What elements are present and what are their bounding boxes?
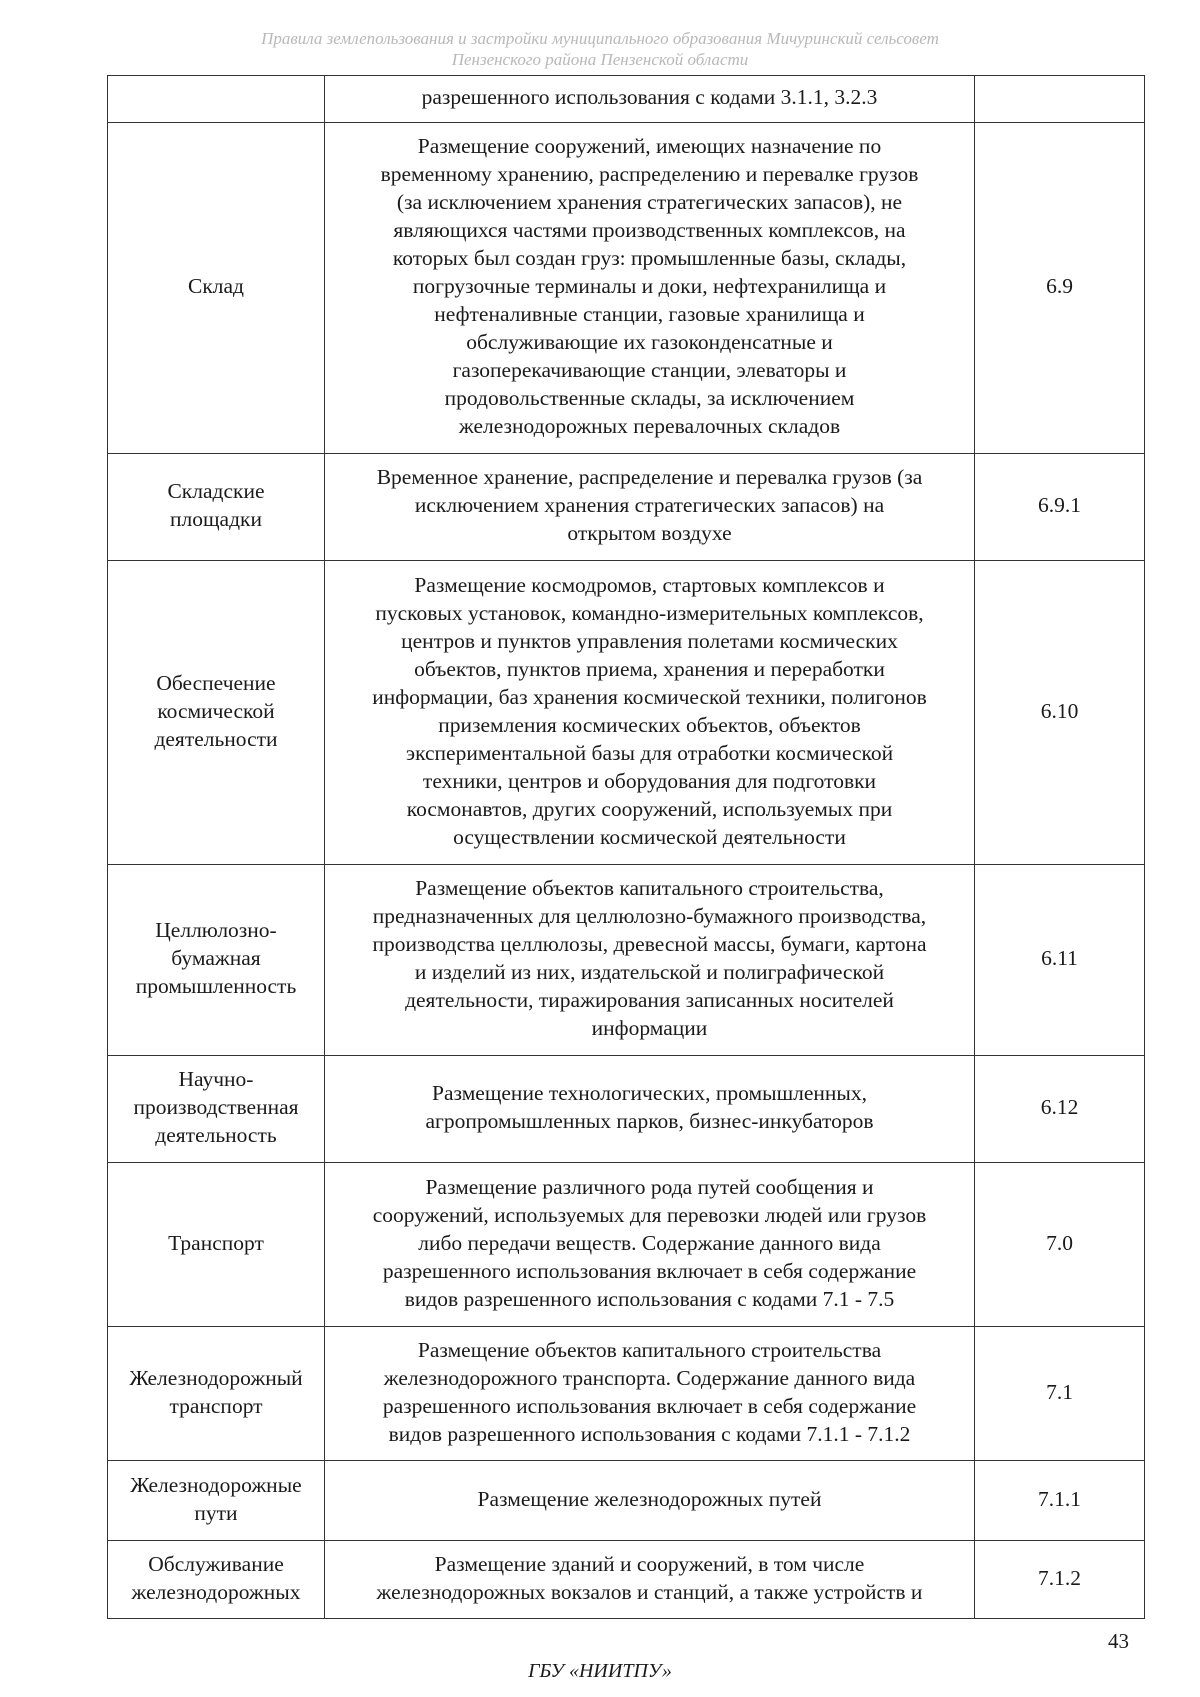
table-row [108, 1163, 1145, 1327]
use-code-cell: 7.1.2 [975, 1541, 1145, 1619]
use-code-cell: 7.1 [975, 1327, 1145, 1461]
use-name-cell: Склад [108, 123, 325, 454]
use-description-cell: Размещение железнодорожных путей [325, 1461, 975, 1541]
use-description-cell: Размещение зданий и сооружений, в том числе железнодорожных вокзалов и станций, а также устройств и [325, 1541, 975, 1619]
use-code-cell: 7.1.1 [975, 1461, 1145, 1541]
use-name-cell: Целлюлозно- бумажная промышленность [108, 865, 325, 1056]
table-row [108, 865, 1145, 1056]
use-description-cell: Размещение объектов капитального строительства, предназначенных для целлюлозно-бумажного производства, производства целлюлозы, древесной массы, бумаги, картона и изделий из них, издательской и полиграфической деятельности, тиражирования записанных носителей информации [325, 865, 975, 1056]
table-row [108, 1541, 1145, 1619]
use-description-cell: разрешенного использования с кодами 3.1.1, 3.2.3 [325, 76, 975, 123]
use-description-cell: Размещение различного рода путей сообщения и сооружений, используемых для перевозки людей или грузов либо передачи веществ. Содержание данного вида разрешенного использования включает в себя содержание видов разрешенного использования с кодами 7.1 - 7.5 [325, 1163, 975, 1327]
use-code-cell: 6.11 [975, 865, 1145, 1056]
use-code-cell: 6.9 [975, 123, 1145, 454]
header-line-1: Правила землепользования и застройки муниципального образования Мичуринский сельсовет [261, 29, 939, 48]
table-row [108, 76, 1145, 123]
use-name-cell [108, 76, 325, 123]
use-description-cell: Размещение сооружений, имеющих назначение по временному хранению, распределению и перевалке грузов (за исключением хранения стратегических запасов), не являющихся частями производственных комплексов, на которых был создан груз: промышленные базы, склады, погрузочные терминалы и доки, нефтехранилища и нефтеналивные станции, газовые хранилища и обслуживающие их газоконденсатные и газоперекачивающие станции, элеваторы и продовольственные склады, за исключением железнодорожных перевалочных складов [325, 123, 975, 454]
use-description-cell: Временное хранение, распределение и перевалка грузов (за исключением хранения стратегических запасов) на открытом воздухе [325, 454, 975, 561]
use-name-cell: Складские площадки [108, 454, 325, 561]
use-code-cell [975, 76, 1145, 123]
land-use-table [107, 75, 1145, 1619]
use-code-cell: 6.12 [975, 1056, 1145, 1163]
use-name-cell: Транспорт [108, 1163, 325, 1327]
use-description-cell: Размещение космодромов, стартовых комплексов и пусковых установок, командно-измерительных комплексов, центров и пунктов управления полетами космических объектов, пунктов приема, хранения и переработки информации, баз хранения космической техники, полигонов приземления космических объектов, объектов экспериментальной базы для отработки космической техники, центров и оборудования для подготовки космонавтов, других сооружений, используемых при осуществлении космической деятельности [325, 561, 975, 865]
use-description-cell: Размещение объектов капитального строительства железнодорожного транспорта. Содержание данного вида разрешенного использования включает в себя содержание видов разрешенного использования с кодами 7.1.1 - 7.1.2 [325, 1327, 975, 1461]
page-number: 43 [1108, 1629, 1129, 1653]
table-row [108, 454, 1145, 561]
table-row [108, 1056, 1145, 1163]
use-name-cell: Железнодорожный транспорт [108, 1327, 325, 1461]
table-row [108, 561, 1145, 865]
use-code-cell: 6.10 [975, 561, 1145, 865]
footer-organization: ГБУ «НИИТПУ» [528, 1660, 672, 1682]
use-name-cell: Научно- производственная деятельность [108, 1056, 325, 1163]
use-name-cell: Обслуживание железнодорожных [108, 1541, 325, 1619]
table-row [108, 1461, 1145, 1541]
header-line-2: Пензенского района Пензенской области [451, 50, 749, 69]
table-row [108, 1327, 1145, 1461]
use-name-cell: Обеспечение космической деятельности [108, 561, 325, 865]
table-row [108, 123, 1145, 454]
running-header [0, 28, 1200, 70]
use-description-cell: Размещение технологических, промышленных, агропромышленных парков, бизнес-инкубаторов [325, 1056, 975, 1163]
use-name-cell: Железнодорожные пути [108, 1461, 325, 1541]
use-code-cell: 7.0 [975, 1163, 1145, 1327]
use-code-cell: 6.9.1 [975, 454, 1145, 561]
